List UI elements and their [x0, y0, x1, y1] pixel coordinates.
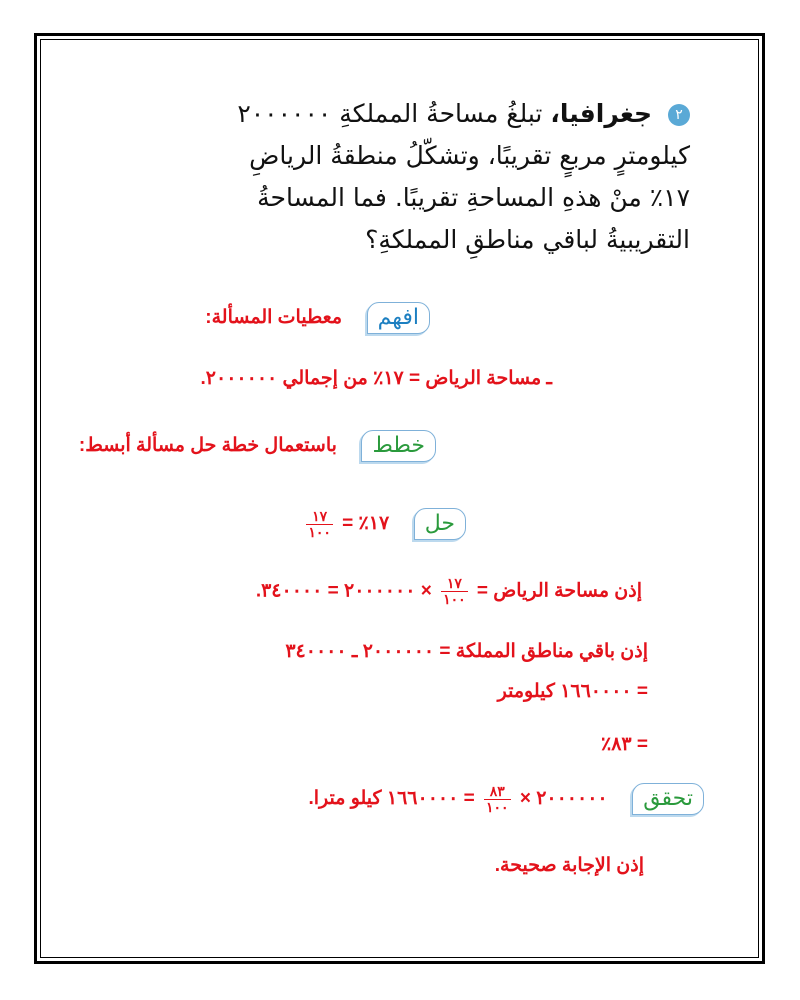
- plan-row: [79, 430, 436, 462]
- check-lead: ٢٠٠٠٠٠٠ ×: [519, 788, 608, 810]
- plan-tag: خطط: [361, 430, 436, 462]
- remaining-row: إذن باقي مناطق المملكة = ٢٠٠٠٠٠٠ ـ ٣٤٠٠٠٠: [285, 641, 648, 662]
- fraction-17-100: [306, 509, 333, 540]
- solve-tag: حل: [414, 508, 466, 540]
- check-result: = ١٦٦٠٠٠٠ كيلو مترا.: [308, 788, 475, 810]
- solve-row: [302, 508, 466, 540]
- given-statement: ـ مساحة الرياض = ١٧٪ من إجمالي ٢٠٠٠٠٠٠.: [200, 368, 552, 389]
- understand-tag: افهم: [367, 302, 430, 334]
- question-subject: جغرافيا،: [550, 99, 653, 128]
- plan-label: باستعمال خطة حل مسألة أبسط:: [78, 435, 337, 457]
- check-tag: تحقق: [632, 783, 704, 815]
- check-row: [308, 783, 704, 815]
- problem-line-3: ١٧٪ منْ هذهِ المساحةِ تقريبًا. فما المساحةُ: [257, 183, 690, 212]
- riyadh-area-row: [256, 576, 642, 607]
- fraction-numerator: ٨٣: [484, 784, 511, 800]
- problem-text: [130, 93, 690, 261]
- fraction-83-100: [484, 784, 511, 815]
- question-number-badge: ٢: [668, 104, 690, 126]
- remaining-percent-row: = ٨٣٪: [600, 734, 648, 755]
- remaining-value-row: = ١٦٦٠٠٠٠ كيلومتر: [497, 681, 648, 702]
- understand-label: معطيات المسألة:: [205, 307, 343, 329]
- problem-line-1: تبلغُ مساحةُ المملكةِ ٢٠٠٠٠٠٠: [237, 99, 543, 128]
- riyadh-area-prefix: إذن مساحة الرياض =: [476, 580, 642, 602]
- problem-line-2: كيلومترٍ مربعٍ تقريبًا، وتشكّلُ منطقةُ الرياضِ: [249, 141, 690, 170]
- understand-row: [205, 302, 430, 334]
- riyadh-area-result: × ٢٠٠٠٠٠٠ = ٣٤٠٠٠٠.: [255, 580, 432, 602]
- fraction-17-100-b: [441, 576, 468, 607]
- fraction-denominator: ١٠٠: [485, 798, 509, 815]
- fraction-denominator: ١٠٠: [443, 591, 466, 607]
- check-conclusion: إذن الإجابة صحيحة.: [494, 855, 644, 876]
- fraction-numerator: ١٧: [441, 576, 468, 592]
- percent-eq: ١٧٪ =: [342, 513, 390, 535]
- fraction-numerator: ١٧: [306, 509, 333, 525]
- problem-line-4: التقريبيةُ لباقي مناطقِ المملكةِ؟: [365, 225, 690, 254]
- fraction-denominator: ١٠٠: [308, 523, 331, 540]
